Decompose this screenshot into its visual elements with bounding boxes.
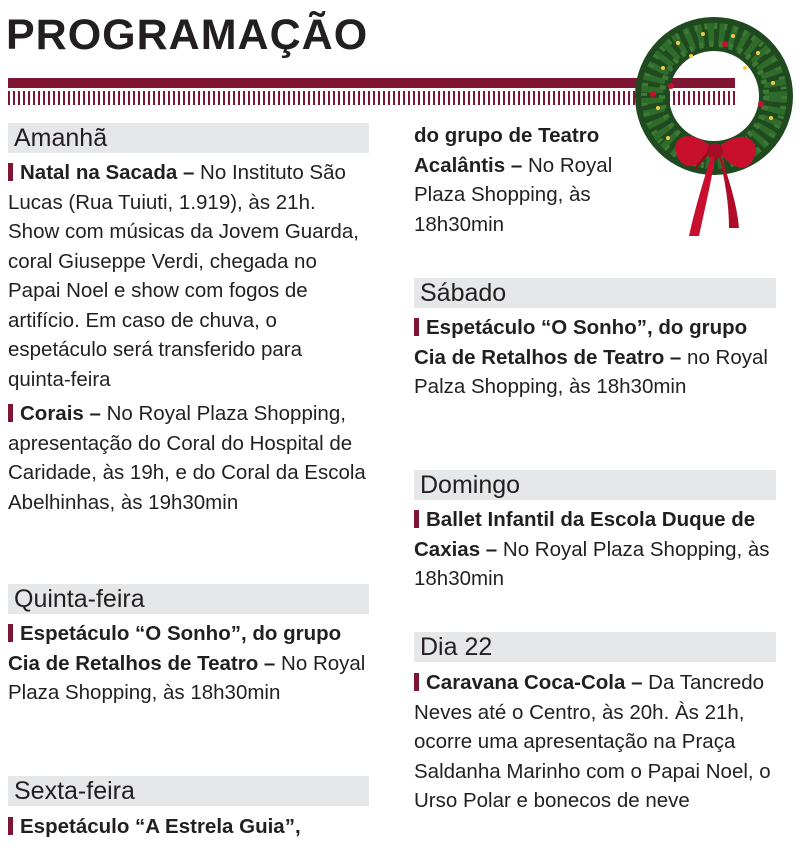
page-title: PROGRAMAÇÃO <box>6 11 369 59</box>
event-lead: Espetáculo “O Sonho”, do grupo Cia de Retalhos de Teatro – <box>8 622 342 675</box>
event-estrela-guia-continued <box>414 121 654 239</box>
event-natal-na-sacada <box>8 158 369 394</box>
event-corais <box>8 399 369 517</box>
bullet-marker-icon <box>8 163 13 181</box>
bullet-marker-icon <box>414 318 419 336</box>
event-lead: Espetáculo “A Estrela Guia”, <box>20 815 301 838</box>
bullet-marker-icon <box>8 624 13 642</box>
event-ballet-infantil <box>414 505 776 594</box>
bullet-marker-icon <box>8 817 13 835</box>
event-text: No Royal Plaza Shopping, às 18h30min <box>8 651 366 704</box>
event-estrela-guia <box>8 812 369 842</box>
christmas-wreath-icon <box>633 8 795 240</box>
header-rule-ticks <box>8 91 735 105</box>
section-heading-sexta: Sexta-feira <box>8 776 369 806</box>
section-heading-dia-22: Dia 22 <box>414 632 776 662</box>
event-text: No Instituto São Lucas (Rua Tuiuti, 1.919), às 21h. Show com músicas da Jovem Guarda, coral Giuseppe Verdi, chegada no Papai Noel e show com fogos de artifício. Em caso de chuva, o espetáculo será transferido para quinta-feira <box>8 161 359 391</box>
event-text: No Royal Plaza Shopping, às 18h30min <box>414 537 770 590</box>
event-text: No Royal Plaza Shopping, às 18h30min <box>414 153 613 236</box>
event-lead: Caravana Coca-Cola – <box>426 671 643 694</box>
section-heading-quinta: Quinta-feira <box>8 584 369 614</box>
event-o-sonho-sabado <box>414 313 776 402</box>
event-o-sonho-quinta <box>8 619 369 708</box>
event-text: No Royal Plaza Shopping, apresentação do Coral do Hospital de Caridade, às 19h, e do Coral da Escola Abelhinhas, às 19h30min <box>8 402 366 514</box>
event-lead: Corais – <box>20 402 101 425</box>
event-lead: Ballet Infantil da Escola Duque de Caxias – <box>414 508 756 561</box>
event-lead: Espetáculo “O Sonho”, do grupo Cia de Retalhos de Teatro – <box>414 316 748 369</box>
event-text: no Royal Palza Shopping, às 18h30min <box>414 345 768 398</box>
bullet-marker-icon <box>8 404 13 422</box>
event-caravana-coca-cola <box>414 668 776 816</box>
header-rule <box>8 78 735 88</box>
bullet-marker-icon <box>414 510 419 528</box>
bullet-marker-icon <box>414 673 419 691</box>
event-lead: Natal na Sacada – <box>20 161 195 184</box>
event-text: Da Tancredo Neves até o Centro, às 20h. Às 21h, ocorre uma apresentação na Praça Saldanha Marinho com o Papai Noel, o Urso Polar e bonecos de neve <box>414 671 771 812</box>
section-heading-amanha: Amanhã <box>8 123 369 153</box>
event-lead: do grupo de Teatro Acalântis – <box>414 124 600 177</box>
section-heading-sabado: Sábado <box>414 278 776 308</box>
section-heading-domingo: Domingo <box>414 470 776 500</box>
